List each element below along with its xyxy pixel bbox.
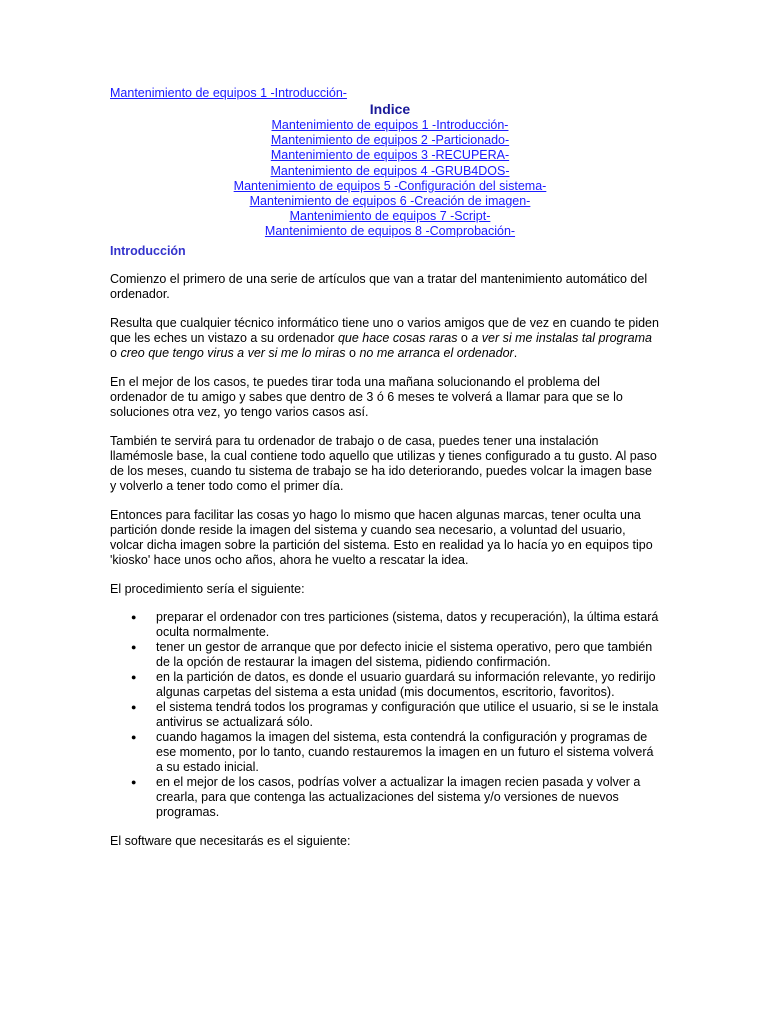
index-item [110,133,660,148]
section-heading: Introducción [110,243,186,258]
index-link-6[interactable]: Mantenimiento de equipos 6 -Creación de imagen- [249,194,531,209]
paragraph-5: Entonces para facilitar las cosas yo hago lo mismo que hacen algunas marcas, tener oculta una partición donde reside la imagen del sistema y cuando sea necesario, a voluntad del usuario, volcar dicha imagen sobre la partición del sistema. Esto en realidad ya lo hacía yo en equipos tipo 'kiosko' hace unos ocho años, ahora he vuelto a rescatar la idea. [110,507,653,567]
paragraph-2-text-e: . [513,345,518,360]
quote-cosas-raras: que hace cosas raras [337,330,458,345]
paragraph-3: En el mejor de los casos, te puedes tirar toda una mañana solucionando el problema del ordenador de tu amigo y sabes que dentro de 3 ó 6 meses te volverá a llamar para que se lo soluciones otra vez, yo tengo varios casos así. [110,374,623,419]
index-item [110,179,660,194]
quote-instalas-programa: a ver si me instalas tal programa [471,330,652,345]
article [110,86,660,849]
index-link-2[interactable]: Mantenimiento de equipos 2 -Particionado- [270,133,510,148]
paragraph-2-text-b: o [457,330,472,345]
paragraph-2-text-a: Resulta que cualquier técnico informático tiene uno o varios amigos que de vez en cuando te piden que les eches un vistazo a su ordenador [110,315,659,345]
paragraph-2 [110,316,660,361]
quote-virus: creo que tengo virus a ver si me lo miras [120,345,346,360]
paragraph-4: También te servirá para tu ordenador de trabajo o de casa, puedes tener una instalación llamémosle base, la cual contiene todo aquello que utilizas y tienes configurado a tu gusto. Al paso de los meses, cuando tu sistema de trabajo se ha ido deteriorando, puedes volcar la imagen base y volverlo a tener todo como el primer día. [110,433,657,493]
paragraph-6: El procedimiento sería el siguiente: [110,581,305,596]
index-item [110,194,660,209]
paragraph-7: El software que necesitarás es el siguiente: [110,833,351,848]
paragraph-1: Comienzo el primero de una serie de artículos que van a tratar del mantenimiento automático del ordenador. [110,271,648,301]
index-link-5[interactable]: Mantenimiento de equipos 5 -Configuración del sistema- [233,178,547,193]
index-item [110,148,660,163]
paragraph-2-text-d: o [345,345,360,360]
index-item [110,164,660,179]
procedure-list [110,610,660,820]
index-title: Indice [369,101,411,117]
index-item [110,118,660,133]
top-link-introduccion[interactable]: Mantenimiento de equipos 1 -Introducción- [110,86,347,100]
list-item: ● preparar el ordenador con tres particiones (sistema, datos y recuperación), la última estará oculta normalmente. [156,610,660,640]
quote-no-arranca: no me arranca el ordenador [359,345,514,360]
list-item: ● en la partición de datos, es donde el usuario guardará su información relevante, yo redirijo algunas carpetas del sistema a esta unidad (mis documentos, escritorio, favoritos). [156,670,660,700]
index-list [110,118,660,240]
index-link-1[interactable]: Mantenimiento de equipos 1 -Introducción- [271,118,509,132]
list-item: ● el sistema tendrá todos los programas y configuración que utilice el usuario, si se le instala antivirus se actualizará sólo. [156,700,660,730]
list-item: ● tener un gestor de arranque que por defecto inicie el sistema operativo, pero que también de la opción de restaurar la imagen del sistema, pidiendo confirmación. [156,640,660,670]
index-item [110,224,660,239]
index-link-4[interactable]: Mantenimiento de equipos 4 -GRUB4DOS- [270,163,510,178]
index-item [110,209,660,224]
index-link-8[interactable]: Mantenimiento de equipos 8 -Comprobación- [264,224,516,239]
paragraph-2-text-c: o [110,345,121,360]
index-link-7[interactable]: Mantenimiento de equipos 7 -Script- [289,209,491,224]
list-item: ● en el mejor de los casos, podrías volver a actualizar la imagen recien pasada y volver a crearla, para que contenga las actualizaciones del sistema y/o versiones de nuevos programas. [156,775,660,820]
index-link-3[interactable]: Mantenimiento de equipos 3 -RECUPERA- [270,148,510,163]
list-item: ● cuando hagamos la imagen del sistema, esta contendrá la configuración y programas de ese momento, por lo tanto, cuando restauremos la imagen en un futuro el sistema volverá a su estado inicial. [156,730,660,775]
